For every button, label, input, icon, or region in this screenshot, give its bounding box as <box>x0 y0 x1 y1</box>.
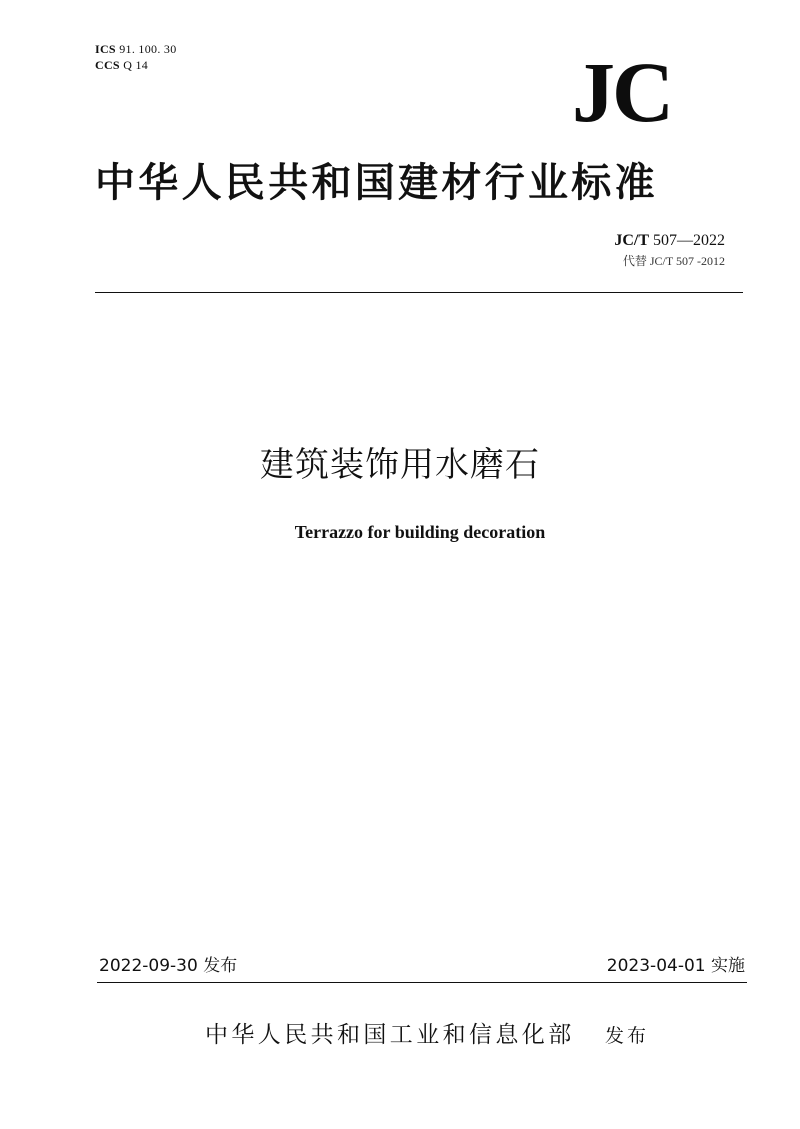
document-title: 建筑装饰用水磨石 <box>260 445 540 485</box>
ccs-label: CCS <box>95 58 120 72</box>
issuer-title: 中华人民共和国建材行业标准 <box>95 160 658 206</box>
header-divider <box>95 292 743 293</box>
implementation-date: 2023-04-01 实施 <box>606 956 745 976</box>
ics-label: ICS <box>95 42 116 56</box>
standard-number-value: 507—2022 <box>653 232 725 249</box>
replaces-standard: 代替 JC/T 507 -2012 <box>622 254 725 268</box>
ccs-value: Q 14 <box>123 58 149 72</box>
ccs-code <box>95 57 177 73</box>
publish-suffix: 发布 <box>605 1025 650 1047</box>
jc-brand-logo: JC <box>572 44 672 140</box>
standard-number <box>614 232 725 250</box>
ics-value: 91. 100. 30 <box>119 42 177 56</box>
publisher-name: 中华人民共和国工业和信息化部 <box>205 1022 575 1048</box>
footer-divider <box>97 982 747 983</box>
standard-number-prefix: JC/T <box>614 232 649 249</box>
document-subtitle: Terrazzo for building decoration <box>294 522 546 542</box>
classification-codes <box>95 41 177 73</box>
issue-date: 2022-09-30 发布 <box>99 956 238 976</box>
ics-code <box>95 41 177 57</box>
